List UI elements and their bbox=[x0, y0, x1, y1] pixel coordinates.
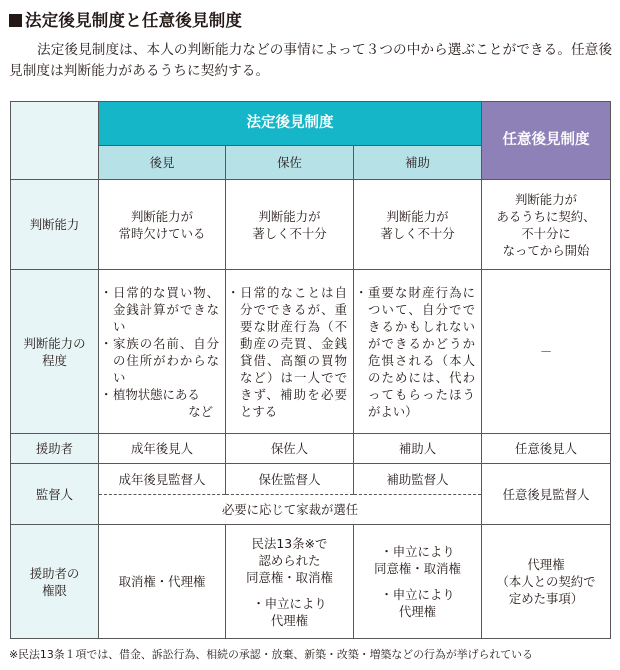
list-item: ・ 植物状態にある bbox=[113, 386, 219, 403]
list-item: ・ 日常的なことは自分でできるが、重要な財産行為（不動産の売買、金銭貸借、高額の買物など）は一人でできず、補助を必要とする bbox=[240, 284, 347, 420]
cell-enjosha-kouken: 成年後見人 bbox=[99, 434, 226, 464]
row-label-enjosha: 援助者 bbox=[11, 434, 99, 464]
header-houtei: 法定後見制度 bbox=[99, 102, 482, 146]
list-item: ・ 家族の名前、自分の住所がわからない bbox=[113, 335, 219, 386]
cell-kantoku-common: 必要に応じて家裁が選任 bbox=[99, 495, 482, 525]
cell-teido-hojo bbox=[354, 270, 482, 434]
square-bullet-icon bbox=[9, 14, 22, 27]
cell-kengen-nini: 代理権 （本人との契約で 定めた事項） bbox=[482, 525, 611, 639]
list-item: ・ 日常的な買い物、金銭計算ができない bbox=[113, 284, 219, 335]
subheader-hojo: 補助 bbox=[354, 146, 482, 180]
cell-kantoku-kouken: 成年後見監督人 bbox=[99, 464, 226, 495]
row-kantoku-top bbox=[11, 464, 611, 495]
hosa-kengen-block-2: ・申立により 代理権 bbox=[252, 595, 327, 628]
list-teido-hojo bbox=[354, 284, 481, 420]
footnote: ※民法13条１項では、借金、訴訟行為、相続の承認・放棄、新築・改築・増築などの行為が挙げられている bbox=[9, 648, 533, 661]
row-label-kantoku: 監督人 bbox=[11, 464, 99, 525]
list-teido-hosa bbox=[226, 284, 353, 420]
row-handan bbox=[11, 180, 611, 270]
list-teido-kouken bbox=[99, 284, 225, 403]
cell-handan-hosa: 判断能力が 著しく不十分 bbox=[226, 180, 354, 270]
row-kengen bbox=[11, 525, 611, 639]
hosa-kengen-block-1: 民法13条※で 認められた 同意権・取消権 bbox=[246, 535, 333, 585]
cell-kantoku-hojo: 補助監督人 bbox=[354, 464, 482, 495]
cell-kengen-kouken: 取消権・代理権 bbox=[99, 525, 226, 639]
cell-kantoku-nini: 任意後見監督人 bbox=[482, 464, 611, 525]
subheader-hosa: 保佐 bbox=[226, 146, 354, 180]
hojo-kengen-block-1: ・申立により 同意権・取消権 bbox=[374, 544, 461, 576]
cell-handan-kouken: 判断能力が 常時欠けている bbox=[99, 180, 226, 270]
cell-kantoku-hosa: 保佐監督人 bbox=[226, 464, 354, 495]
header-nini: 任意後見制度 bbox=[482, 102, 611, 180]
cell-kengen-hojo bbox=[354, 525, 482, 639]
cell-handan-hojo: 判断能力が 著しく不十分 bbox=[354, 180, 482, 270]
cell-enjosha-nini: 任意後見人 bbox=[482, 434, 611, 464]
cell-teido-kouken bbox=[99, 270, 226, 434]
guardianship-comparison-table bbox=[10, 101, 611, 639]
list-tail-nado: など bbox=[188, 403, 213, 419]
intro-paragraph: 法定後見制度は、本人の判断能力などの事情によって３つの中から選ぶことができる。任意後見制度は判断能力があるうちに契約する。 bbox=[9, 42, 613, 79]
row-label-handan: 判断能力 bbox=[11, 180, 99, 270]
cell-enjosha-hosa: 保佐人 bbox=[226, 434, 354, 464]
cell-teido-hosa bbox=[226, 270, 354, 434]
section-heading-text: 法定後見制度と任意後見制度 bbox=[25, 11, 243, 30]
cell-teido-nini: － bbox=[482, 270, 611, 434]
section-heading bbox=[9, 7, 242, 31]
corner-cell bbox=[11, 102, 99, 180]
subheader-kouken: 後見 bbox=[99, 146, 226, 180]
row-label-teido: 判断能力の 程度 bbox=[11, 270, 99, 434]
cell-kengen-hosa bbox=[226, 525, 354, 639]
row-label-kengen: 援助者の 権限 bbox=[11, 525, 99, 639]
hojo-kengen-block-2: ・申立により 代理権 bbox=[380, 587, 455, 619]
row-enjosha bbox=[11, 434, 611, 464]
list-item: ・ 重要な財産行為について、自分でできるかもしれないができるかどうか危惧される（本人のためには、代わってもらったほうがよい） bbox=[368, 284, 475, 420]
row-teido bbox=[11, 270, 611, 434]
cell-handan-nini: 判断能力が あるうちに契約、 不十分に なってから開始 bbox=[482, 180, 611, 270]
cell-enjosha-hojo: 補助人 bbox=[354, 434, 482, 464]
